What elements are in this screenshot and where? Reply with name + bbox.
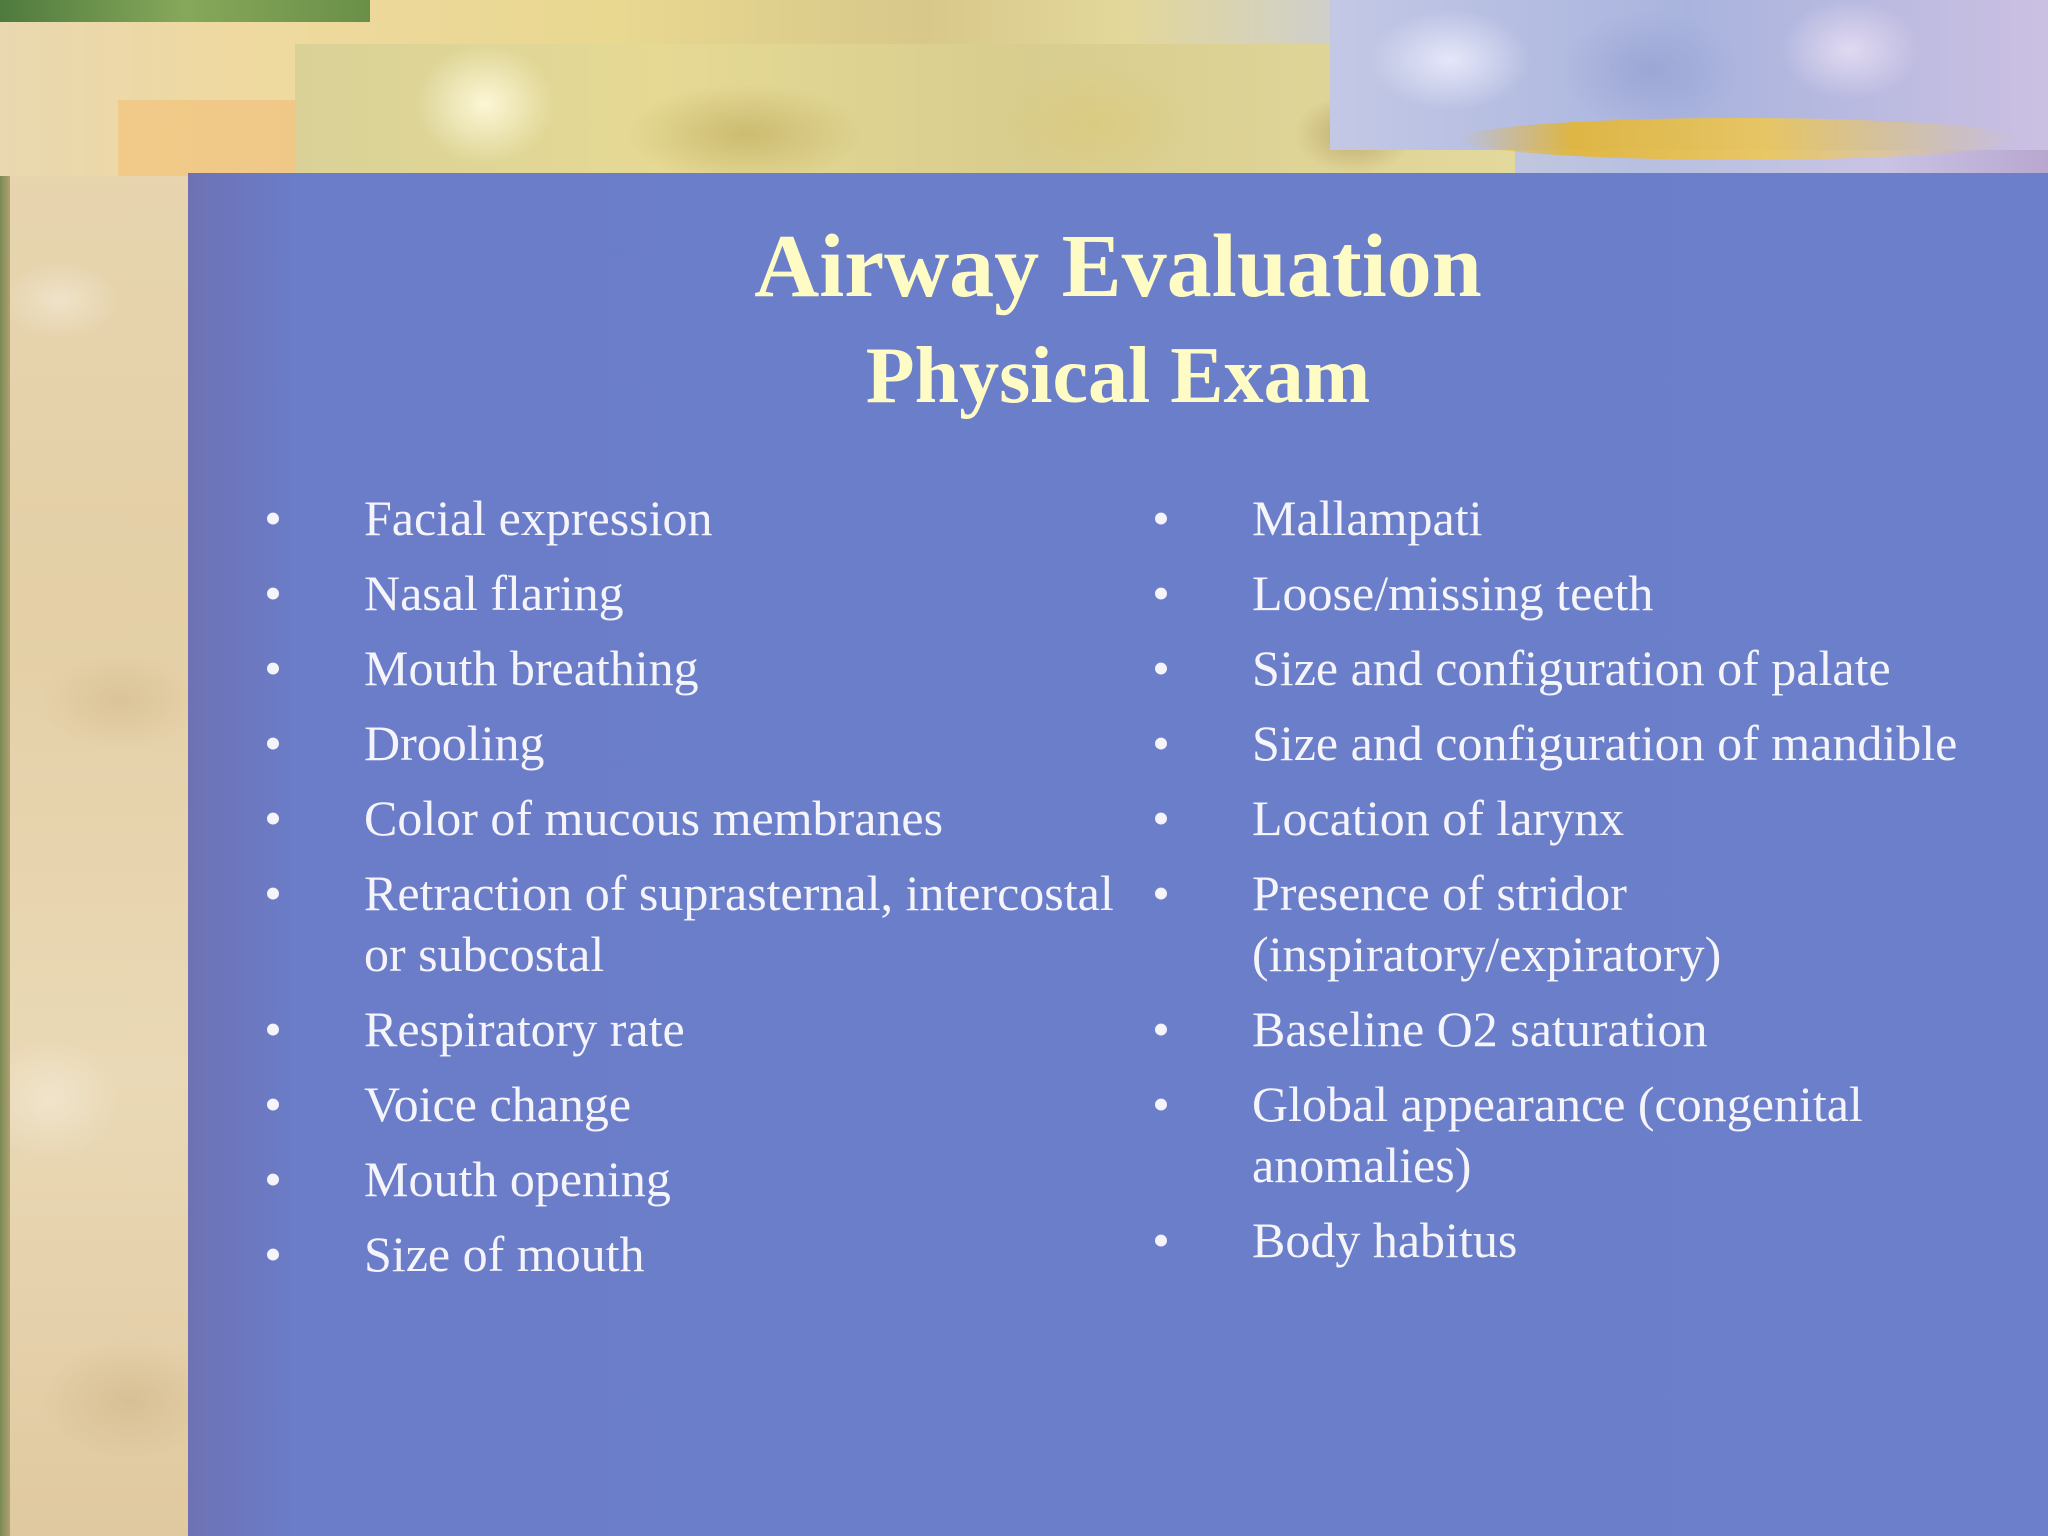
list-item-text: Facial expression (364, 490, 713, 546)
bullet-icon: • (264, 790, 282, 846)
list-item-text: Global appearance (congenital anomalies) (1252, 1076, 1863, 1193)
bullet-icon: • (1152, 865, 1170, 921)
list-item (258, 488, 1118, 549)
bullet-icon: • (264, 490, 282, 546)
bullet-icon: • (264, 1001, 282, 1057)
bullet-icon: • (264, 1076, 282, 1132)
list-item-text: Color of mucous membranes (364, 790, 944, 846)
list-item-text: Loose/missing teeth (1252, 565, 1654, 621)
bullet-icon: • (1152, 1076, 1170, 1132)
list-item (258, 1224, 1118, 1285)
list-item-text: Mouth opening (364, 1151, 671, 1207)
list-item-text: Location of larynx (1252, 790, 1625, 846)
list-item (1146, 713, 2016, 774)
list-item (258, 563, 1118, 624)
list-item-text: Respiratory rate (364, 1001, 685, 1057)
list-item-text: Baseline O2 saturation (1252, 1001, 1708, 1057)
bullet-icon: • (1152, 490, 1170, 546)
banner-green-band (0, 0, 370, 22)
bullet-icon: • (1152, 565, 1170, 621)
list-item (1146, 488, 2016, 549)
bullet-icon: • (1152, 790, 1170, 846)
list-item-text: Nasal flaring (364, 565, 624, 621)
bullet-icon: • (264, 1226, 282, 1282)
list-item (1146, 1074, 2016, 1196)
bullet-icon: • (1152, 640, 1170, 696)
bullet-icon: • (264, 715, 282, 771)
list-item (258, 1149, 1118, 1210)
left-bullet-list (258, 488, 1118, 1299)
list-item (1146, 999, 2016, 1060)
bullet-icon: • (264, 565, 282, 621)
list-item-text: Presence of stridor (inspiratory/expiratory) (1252, 865, 1722, 982)
list-item-text: Size and configuration of mandible (1252, 715, 1958, 771)
left-edge-stripe (0, 0, 10, 1536)
left-parchment-border (0, 0, 188, 1536)
list-item (258, 863, 1118, 985)
list-item (1146, 638, 2016, 699)
list-item-text: Retraction of suprasternal, intercostal or subcostal (364, 865, 1114, 982)
right-bullet-list (1146, 488, 2016, 1285)
list-item (1146, 563, 2016, 624)
list-item-text: Body habitus (1252, 1212, 1518, 1268)
list-item-text: Mallampati (1252, 490, 1483, 546)
slide-subtitle: Physical Exam (865, 332, 1371, 420)
bullet-icon: • (264, 640, 282, 696)
list-item-text: Drooling (364, 715, 545, 771)
list-item (1146, 1210, 2016, 1271)
list-item-text: Size of mouth (364, 1226, 645, 1282)
bullet-icon: • (1152, 715, 1170, 771)
bullet-icon: • (264, 1151, 282, 1207)
list-item (258, 788, 1118, 849)
list-item (258, 999, 1118, 1060)
list-item-text: Mouth breathing (364, 640, 699, 696)
list-item (258, 638, 1118, 699)
list-item (1146, 788, 2016, 849)
banner-orange-block (118, 100, 318, 176)
slide-title: Airway Evaluation (754, 217, 1482, 316)
top-decorative-banner (0, 0, 2048, 176)
banner-gold-streak (1460, 118, 2020, 160)
bullet-icon: • (1152, 1212, 1170, 1268)
bullet-icon: • (264, 865, 282, 921)
list-item (1146, 863, 2016, 985)
list-item (258, 1074, 1118, 1135)
list-item-text: Voice change (364, 1076, 632, 1132)
list-item (258, 713, 1118, 774)
bullet-icon: • (1152, 1001, 1170, 1057)
list-item-text: Size and configuration of palate (1252, 640, 1891, 696)
